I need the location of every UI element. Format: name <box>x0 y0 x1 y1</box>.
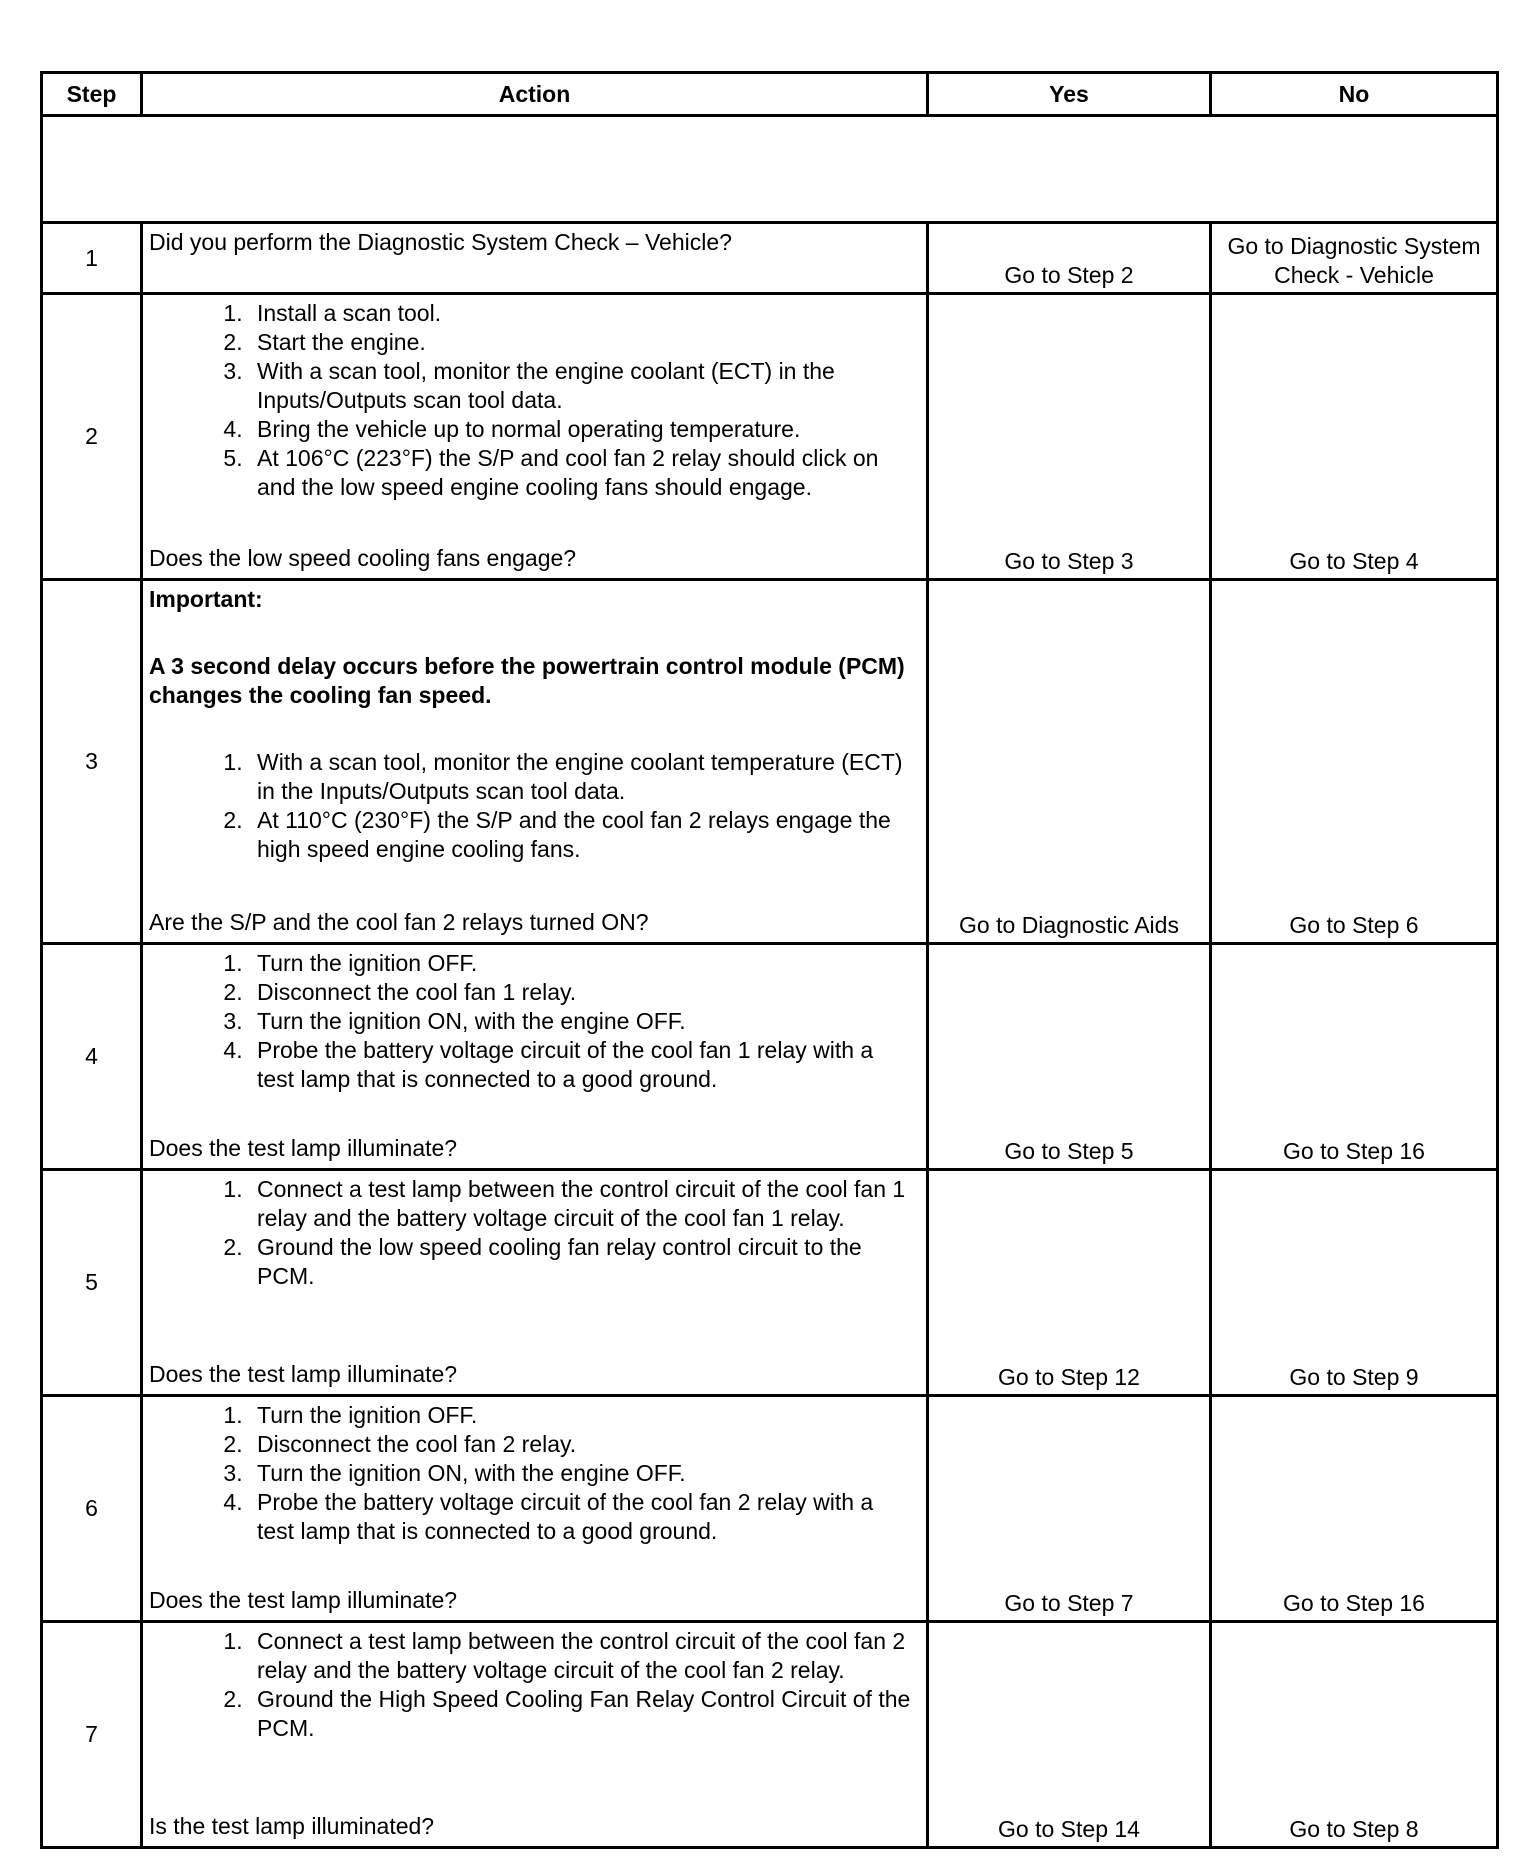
table-row <box>42 944 1498 1170</box>
header-action: Action <box>142 73 928 116</box>
procedure-list <box>149 299 916 502</box>
procedure-item: 1. Connect a test lamp between the control circuit of the cool fan 2 relay and the battery voltage circuit of the cool fan 2 relay. <box>249 1627 916 1685</box>
no-cell: Go to Step 4 <box>1211 294 1498 580</box>
table-row <box>42 1396 1498 1622</box>
yes-cell: Go to Step 2 <box>928 223 1211 294</box>
procedure-item: 2. At 110°C (230°F) the S/P and the cool fan 2 relays engage the high speed engine cooling fans. <box>249 806 916 864</box>
step-question: Does the test lamp illuminate? <box>149 1361 458 1387</box>
table-row <box>42 580 1498 944</box>
no-cell: Go to Step 16 <box>1211 1396 1498 1622</box>
step-question: Does the low speed cooling fans engage? <box>149 545 577 571</box>
header-row <box>42 73 1498 116</box>
procedure-item: 2. Ground the low speed cooling fan relay control circuit to the PCM. <box>249 1233 916 1291</box>
step-question: Are the S/P and the cool fan 2 relays turned ON? <box>149 909 649 935</box>
action-cell <box>142 1170 928 1396</box>
step-number: 6 <box>42 1396 142 1622</box>
procedure-item: 5. At 106°C (223°F) the S/P and cool fan 2 relay should click on and the low speed engine cooling fans should engage. <box>249 444 916 502</box>
action-cell <box>142 580 928 944</box>
table-row <box>42 1622 1498 1848</box>
procedure-item: 4. Probe the battery voltage circuit of the cool fan 2 relay with a test lamp that is connected to a good ground. <box>249 1488 916 1546</box>
yes-cell: Go to Step 14 <box>928 1622 1211 1848</box>
procedure-list <box>149 1627 916 1743</box>
procedure-item: 2. Ground the High Speed Cooling Fan Relay Control Circuit of the PCM. <box>249 1685 916 1743</box>
procedure-item: 3. With a scan tool, monitor the engine coolant (ECT) in the Inputs/Outputs scan tool data. <box>249 357 916 415</box>
blank-row <box>42 116 1498 223</box>
header-step: Step <box>42 73 142 116</box>
procedure-item: 4. Bring the vehicle up to normal operating temperature. <box>249 415 916 444</box>
procedure-item: 1. Connect a test lamp between the control circuit of the cool fan 1 relay and the battery voltage circuit of the cool fan 1 relay. <box>249 1175 916 1233</box>
yes-cell: Go to Diagnostic Aids <box>928 580 1211 944</box>
yes-cell: Go to Step 3 <box>928 294 1211 580</box>
step-number: 7 <box>42 1622 142 1848</box>
action-cell <box>142 944 928 1170</box>
procedure-item: 3. Turn the ignition ON, with the engine OFF. <box>249 1459 916 1488</box>
step-number: 5 <box>42 1170 142 1396</box>
procedure-item: 1. With a scan tool, monitor the engine coolant temperature (ECT) in the Inputs/Outputs scan tool data. <box>249 748 916 806</box>
action-cell <box>142 223 928 294</box>
step-question: Is the test lamp illuminated? <box>149 1813 435 1839</box>
no-cell: Go to Step 16 <box>1211 944 1498 1170</box>
step-number: 1 <box>42 223 142 294</box>
procedure-list <box>149 1175 916 1291</box>
action-cell <box>142 1396 928 1622</box>
yes-cell: Go to Step 7 <box>928 1396 1211 1622</box>
action-cell <box>142 294 928 580</box>
step-question: Does the test lamp illuminate? <box>149 1135 458 1161</box>
yes-cell: Go to Step 12 <box>928 1170 1211 1396</box>
step-number: 2 <box>42 294 142 580</box>
blank-cell <box>42 116 1498 223</box>
step-question: Did you perform the Diagnostic System Check – Vehicle? <box>149 229 732 255</box>
step-question: Does the test lamp illuminate? <box>149 1587 458 1613</box>
step-number: 3 <box>42 580 142 944</box>
procedure-item: 3. Turn the ignition ON, with the engine OFF. <box>249 1007 916 1036</box>
header-no: No <box>1211 73 1498 116</box>
no-cell: Go to Step 8 <box>1211 1622 1498 1848</box>
procedure-item: 2. Start the engine. <box>249 328 916 357</box>
step-number: 4 <box>42 944 142 1170</box>
procedure-item: 2. Disconnect the cool fan 1 relay. <box>249 978 916 1007</box>
procedure-item: 4. Probe the battery voltage circuit of the cool fan 1 relay with a test lamp that is connected to a good ground. <box>249 1036 916 1094</box>
procedure-list <box>149 949 916 1094</box>
procedure-item: 2. Disconnect the cool fan 2 relay. <box>249 1430 916 1459</box>
no-cell: Go to Diagnostic System Check - Vehicle <box>1211 223 1498 294</box>
header-yes: Yes <box>928 73 1211 116</box>
table-row <box>42 223 1498 294</box>
action-cell <box>142 1622 928 1848</box>
no-cell: Go to Step 9 <box>1211 1170 1498 1396</box>
table-row <box>42 1170 1498 1396</box>
important-note: A 3 second delay occurs before the powertrain control module (PCM) changes the cooling fan speed. <box>149 653 905 708</box>
procedure-item: 1. Turn the ignition OFF. <box>249 1401 916 1430</box>
procedure-list <box>149 748 916 864</box>
procedure-list <box>149 1401 916 1546</box>
procedure-item: 1. Turn the ignition OFF. <box>249 949 916 978</box>
important-label: Important: <box>149 586 263 612</box>
table-row <box>42 294 1498 580</box>
procedure-item: 1. Install a scan tool. <box>249 299 916 328</box>
no-cell: Go to Step 6 <box>1211 580 1498 944</box>
yes-cell: Go to Step 5 <box>928 944 1211 1170</box>
diagnostic-table <box>40 71 1499 1849</box>
